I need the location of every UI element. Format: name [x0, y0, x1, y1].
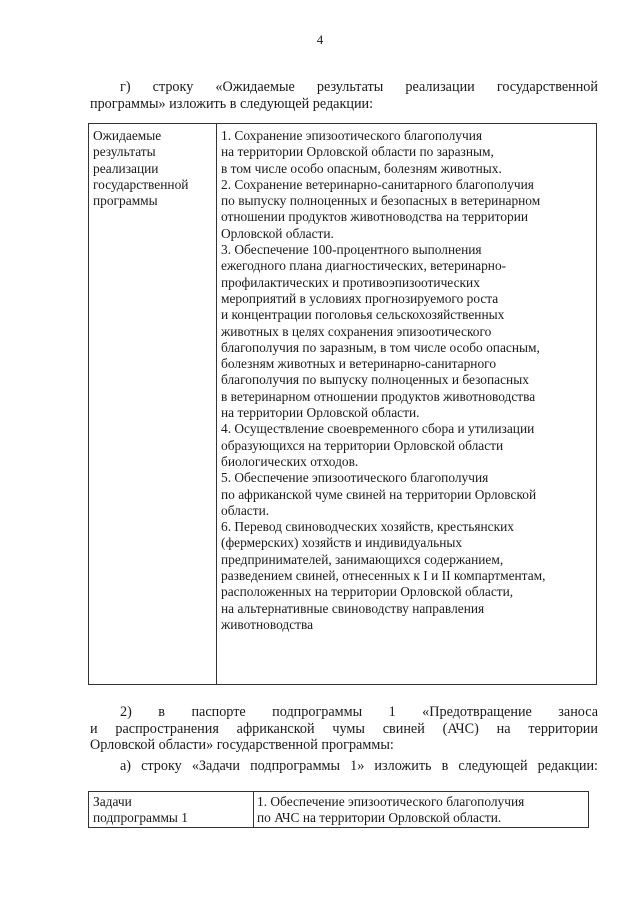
label-line: реализации: [93, 160, 159, 176]
content-line: биологических отходов.: [221, 453, 359, 469]
content-line: на территории Орловской области.: [221, 405, 420, 421]
content-line: на территории Орловской области по заразным,: [221, 144, 494, 160]
content-line: разведением свиней, отнесенных к I и II компартментам,: [221, 568, 546, 584]
expected-results-content-cell: [221, 128, 545, 633]
content-line: болезням животных и ветеринарно-санитарного: [221, 356, 497, 372]
paragraph-g-line-2: программы» изложить в следующей редакции:: [90, 95, 374, 112]
page-number: 4: [316, 32, 324, 47]
paragraph-a-line-1: а) строку «Задачи подпрограммы 1» изложить в следующей редакции:: [120, 758, 598, 774]
content-line: 2. Сохранение ветеринарно-санитарного благополучия: [221, 176, 534, 192]
paragraph-g: [90, 79, 598, 112]
content-line: области.: [221, 502, 270, 518]
content-line: по выпуску полноценных и безопасных в ветеринарном: [221, 193, 541, 209]
label-line: программы: [93, 193, 158, 209]
content-line: профилактических и противоэпизоотических: [221, 274, 480, 290]
paragraph-2-line-2: и распространения африканской чумы свиней (АЧС) на территории: [90, 720, 598, 737]
subprogram-tasks-label-cell: [93, 794, 188, 827]
content-line: по АЧС на территории Орловской области.: [257, 810, 502, 826]
content-line: на альтернативные свиноводству направления: [221, 600, 485, 616]
paragraph-g-line-1: г) строку «Ожидаемые результаты реализации государственной: [120, 79, 598, 95]
content-line: ежегодного плана диагностических, ветеринарно-: [221, 258, 507, 274]
content-line: (фермерских) хозяйств и индивидуальных: [221, 535, 463, 551]
content-line: и концентрации поголовья сельскохозяйственных: [221, 307, 505, 323]
content-line: животноводства: [221, 616, 314, 632]
content-line: расположенных на территории Орловской области,: [221, 584, 514, 600]
content-line: 5. Обеспечение эпизоотического благополучия: [221, 470, 489, 486]
content-line: 1. Обеспечение эпизоотического благополучия: [257, 794, 525, 809]
content-line: в том числе особо опасным, болезням животных.: [221, 160, 502, 176]
content-line: благополучия по заразным, в том числе особо опасным,: [221, 339, 540, 355]
content-line: 6. Перевод свиноводческих хозяйств, крестьянских: [221, 519, 514, 535]
content-line: мероприятий в условиях прогнозируемого роста: [221, 290, 499, 306]
subprogram-tasks-content-cell: [257, 794, 524, 827]
content-line: Орловской области.: [221, 225, 334, 241]
table-divider: [253, 792, 254, 827]
paragraph-2-line-3: Орловской области» государственной программы:: [90, 737, 394, 753]
content-line: животных в целях сохранения эпизоотического: [221, 323, 492, 339]
paragraph-2: [90, 704, 598, 754]
content-line: в ветеринарном отношении продуктов животноводства: [221, 388, 536, 404]
content-line: 3. Обеспечение 100-процентного выполнения: [221, 242, 482, 258]
content-line: по африканской чуме свиней на территории Орловской: [221, 486, 537, 502]
content-line: образующихся на территории Орловской области: [221, 437, 504, 453]
content-line: отношении продуктов животноводства на территории: [221, 209, 529, 225]
label-line: Задачи: [93, 794, 132, 809]
label-line: результаты: [93, 144, 156, 160]
content-line: благополучия по выпуску полноценных и безопасных: [221, 372, 529, 388]
label-line: подпрограммы 1: [93, 810, 188, 826]
label-line: Ожидаемые: [93, 128, 162, 143]
paragraph-a: [90, 758, 598, 775]
table-divider: [216, 124, 217, 684]
content-line: 4. Осуществление своевременного сбора и утилизации: [221, 421, 535, 437]
paragraph-2-line-1: 2) в паспорте подпрограммы 1 «Предотвращение заноса: [120, 704, 598, 720]
content-line: 1. Сохранение эпизоотического благополучия: [221, 128, 483, 143]
content-line: предпринимателей, занимающихся содержанием,: [221, 551, 504, 567]
label-line: государственной: [93, 176, 189, 192]
expected-results-label-cell: [93, 128, 188, 209]
